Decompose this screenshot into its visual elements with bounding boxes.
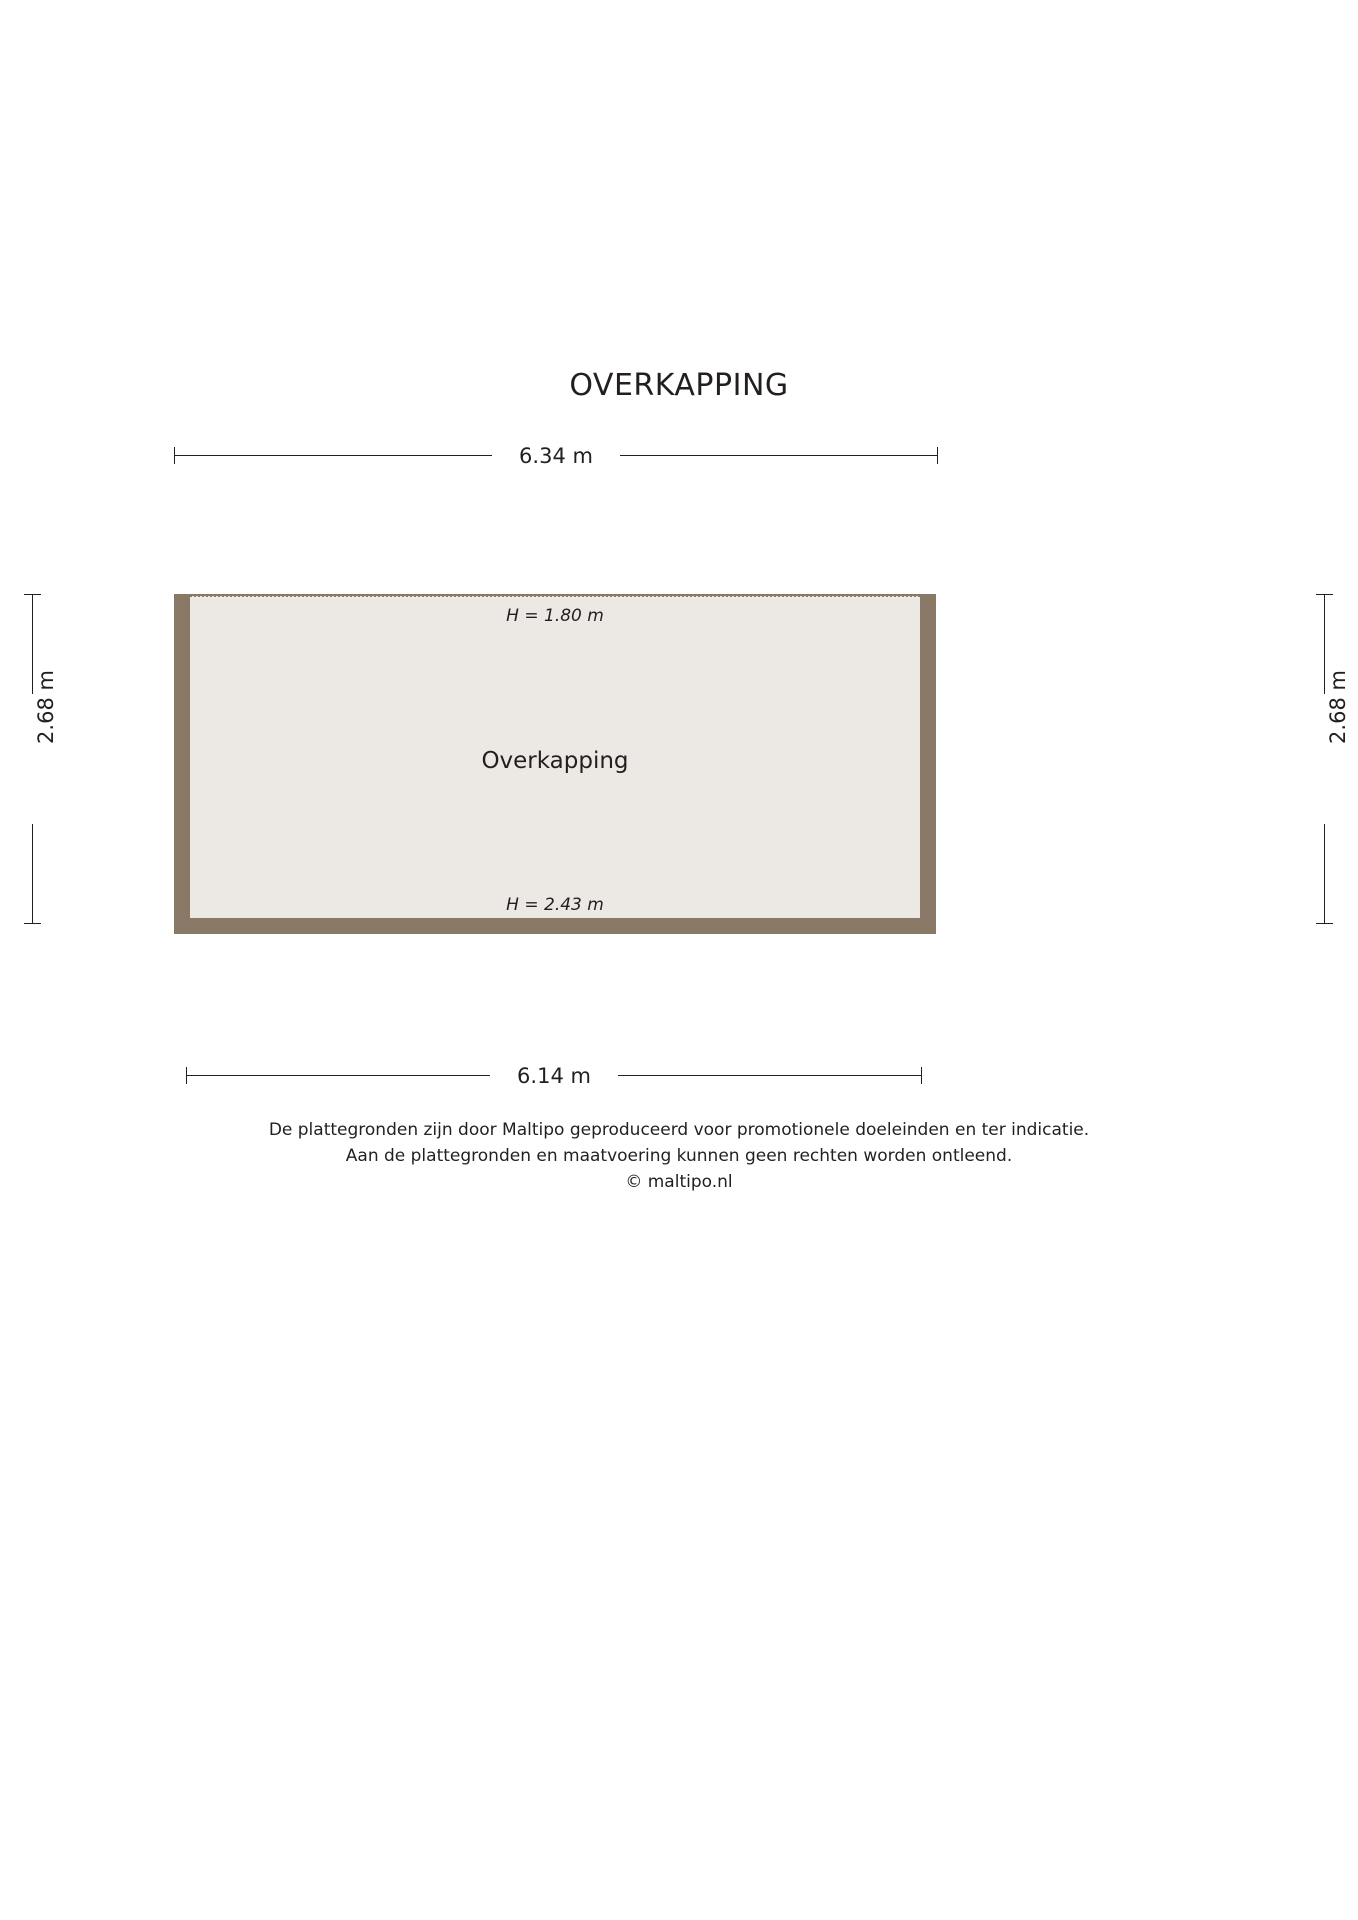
dimension-top-tick-right	[937, 447, 938, 464]
dimension-bottom-line-left	[186, 1075, 490, 1076]
footer-line-2: Aan de plattegronden en maatvoering kunnen geen rechten worden ontleend.	[345, 1145, 1013, 1166]
dimension-top-label: 6.34 m	[519, 444, 593, 468]
ceiling-height-bottom-label: H = 2.43 m	[506, 895, 604, 915]
room-open-edge-dashed	[190, 595, 920, 597]
dimension-left	[20, 594, 58, 924]
dimension-right-tick-bottom	[1316, 923, 1333, 924]
dimension-bottom-line-right	[618, 1075, 922, 1076]
dimension-top-tick-left	[174, 447, 175, 464]
dimension-left-line-bottom	[32, 824, 33, 924]
dimension-left-label: 2.68 m	[34, 670, 58, 744]
footer-disclaimer	[0, 1118, 1358, 1195]
dimension-top-line-right	[620, 455, 938, 456]
dimension-right-line-bottom	[1324, 824, 1325, 924]
footer-copyright: © maltipo.nl	[625, 1171, 733, 1192]
dimension-bottom	[186, 1064, 922, 1088]
dimension-left-tick-bottom	[24, 923, 41, 924]
ceiling-height-top-label: H = 1.80 m	[506, 606, 604, 626]
dimension-top	[174, 444, 938, 468]
page-title: OVERKAPPING	[569, 368, 789, 403]
dimension-top-line-left	[174, 455, 492, 456]
dimension-right	[1312, 594, 1350, 924]
dimension-bottom-label: 6.14 m	[517, 1064, 591, 1088]
dimension-right-label: 2.68 m	[1326, 670, 1350, 744]
footer-line-1: De plattegronden zijn door Maltipo geproduceerd voor promotionele doeleinden en ter indicatie.	[268, 1120, 1090, 1140]
dimension-left-tick-top	[24, 594, 41, 595]
dimension-bottom-tick-left	[186, 1067, 187, 1084]
room-name-label: Overkapping	[481, 748, 629, 774]
dimension-right-tick-top	[1316, 594, 1333, 595]
dimension-bottom-tick-right	[921, 1067, 922, 1084]
